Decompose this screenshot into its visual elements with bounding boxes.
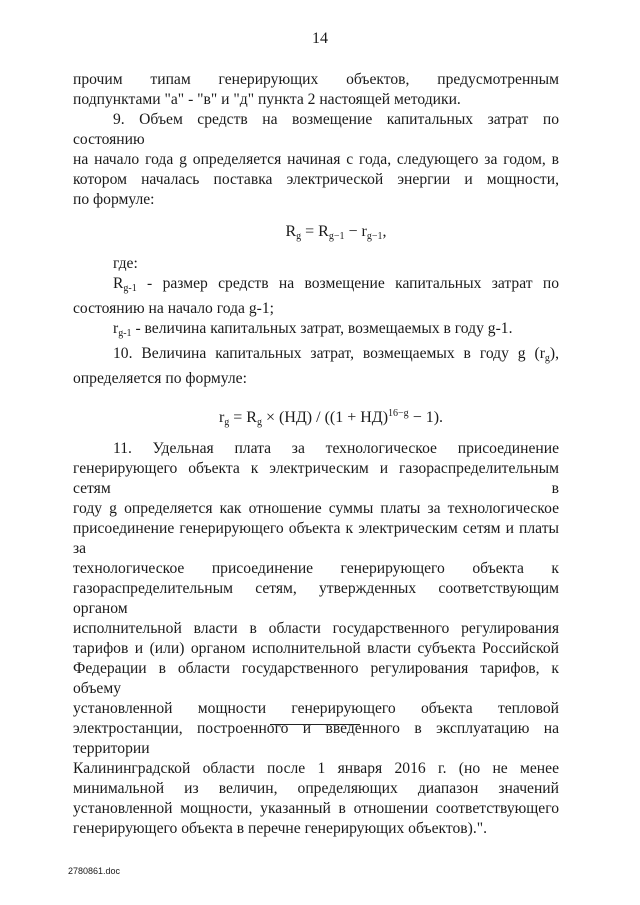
text-line: по формуле: [73,191,155,208]
text-line: установленной мощности генерирующего объекта тепловой [73,700,559,717]
text-line: подпунктами "а" - "в" и "д" пункта 2 настоящей методики. [73,91,461,108]
formula-rg-lower: $r_g = R_g \times (НД) / ((1 + НД)^{16-g} - 1)$. [218,408,444,428]
text-line: исполнительной власти в области государственного регулирования [73,620,559,637]
text-line: Федерации в области государственного регулирования тарифов, к объему [73,660,559,697]
text-line: 10. Величина капитальных затрат, возмещаемых в году g $(r_g)$, [113,345,559,364]
paragraph-11 [73,439,559,839]
separator-line [270,724,360,725]
text-line: присоединение генерирующего объекта к электрическим сетям и платы за [73,520,559,557]
text-line: установленной мощности, указанный в отношении соответствующего [73,800,559,817]
definition-line: $R_{g-1}$ - размер средств на возмещение капитальных затрат по [113,275,559,294]
text-line: определяется по формуле: [73,370,247,387]
text-line: минимальной из величин, определяющих диапазон значений [73,780,559,797]
text-line: технологическое присоединение генерирующего объекта к [73,560,559,577]
text-line: где: [113,255,138,272]
text-line: котором началась поставка электрической энергии и мощности, [73,171,559,188]
text-line: на начало года g определяется начиная с года, следующего за годом, в [73,151,559,168]
text-line: 11. Удельная плата за технологическое присоединение [113,440,559,457]
text-line: 9. Объем средств на возмещение капитальных затрат по состоянию [73,111,559,148]
page-number: 14 [312,30,328,47]
text-line: электростанции, построенного и введенного в эксплуатацию на территории [73,720,559,757]
text-line: Калининградской области после 1 января 2016 г. (но не менее [73,760,559,777]
formula-rg: $R_g = R_{g-1} - r_{g-1}$, [285,223,387,242]
text-line: состоянию на начало года g-1; [73,300,274,317]
definition-line: $r_{g-1}$ - величина капитальных затрат, возмещаемых в году g-1. [113,320,513,339]
text-line: газораспределительным сетям, утвержденных соответствующим органом [73,580,559,617]
file-name: 2780861.doc [68,866,121,876]
text-line: генерирующего объекта к электрическим и газораспределительным сетям в [73,460,559,497]
text-line: году g определяется как отношение суммы платы за технологическое [73,500,559,517]
text-line: прочим типам генерирующих объектов, предусмотренным [73,71,559,88]
text-line: генерирующего объекта в перечне генерирующих объектов).". [73,820,488,837]
text-line: тарифов и (или) органом исполнительной власти субъекта Российской [73,640,559,657]
